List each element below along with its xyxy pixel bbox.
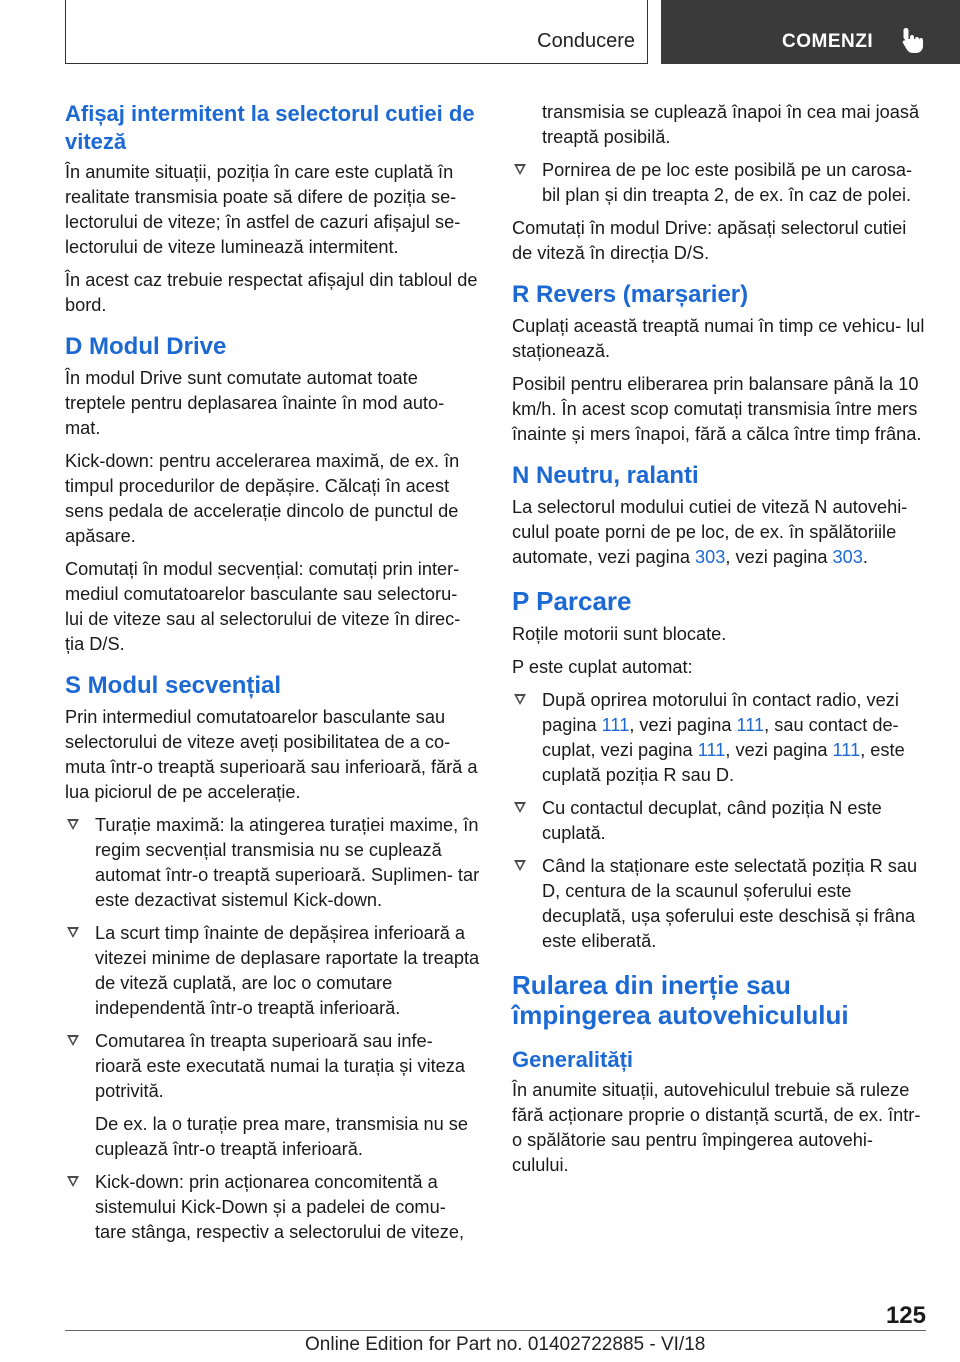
text: , este cuplată poziția R sau D. xyxy=(542,740,905,785)
heading-drive-mode: D Modul Drive xyxy=(65,333,227,360)
paragraph xyxy=(512,495,930,570)
list-item-text: Pornirea de pe loc este posibilă pe un carosa‐ bil plan și din treapta 2, de ex. în caz de polei. xyxy=(542,160,913,205)
paragraph: Kick-down: pentru accelerarea maximă, de ex. în timpul procedurilor de depășire. Călcați în acest sens pedala de accelerație dincolo de punctul de apăsare. xyxy=(65,451,460,546)
paragraph: Cuplați această treaptă numai în timp ce vehicu‐ lul staționează. xyxy=(512,316,925,361)
right-column xyxy=(512,100,930,1186)
header-section xyxy=(65,0,648,64)
list-item-note: De ex. la o turație prea mare, transmisia nu se cuplează într-o treaptă inferioară. xyxy=(95,1114,469,1159)
list-item xyxy=(65,1170,480,1245)
page-number: 125 xyxy=(885,1302,926,1329)
paragraph: P este cuplat automat: xyxy=(512,657,693,677)
heading-reverse: R Revers (marșarier) xyxy=(512,281,749,308)
heading-sequential-mode: S Modul secvențial xyxy=(65,672,282,699)
triangle-bullet-icon xyxy=(514,694,526,705)
page-link[interactable]: 111 xyxy=(736,715,765,735)
paragraph: În anumite situații, poziția în care este cuplată în realitate transmisia poate să difere de poziția se‐ lectorului de viteze; în astfel de cazuri afișajul se‐ lectorului de viteze luminează intermitent. xyxy=(65,162,461,257)
list-item-text: Comutarea în treapta superioară sau infe‐ rioară este executată numai la turația și viteza potrivită. xyxy=(95,1031,466,1101)
text: . xyxy=(862,547,868,567)
list-item-text: Când la staționare este selectată poziția R sau D, centura de la scaunul șoferului este decuplată, ușa șoferului este deschisă și frâna este eliberată. xyxy=(542,856,918,951)
list-item xyxy=(512,688,930,788)
footer-edition: Online Edition for Part no. 01402722885 - VI/18 xyxy=(305,1334,706,1355)
paragraph: În acest caz trebuie respectat afișajul din tabloul de bord. xyxy=(65,270,478,315)
paragraph: Posibil pentru eliberarea prin balansare până la 10 km/h. În acest scop comutați transmisia între mers înainte și mers înapoi, fără a călca între timp frâna. xyxy=(512,374,922,444)
list-item-text: Cu contactul decuplat, când poziția N este cuplată. xyxy=(542,798,882,843)
heading-display-blinking: Afișaj intermitent la selectorul cutiei de viteză xyxy=(65,101,475,154)
list-item-text: transmisia se cuplează înapoi în cea mai joasă treaptă posibilă. xyxy=(542,102,920,147)
triangle-bullet-icon xyxy=(67,819,79,830)
list-item xyxy=(65,813,480,913)
triangle-bullet-icon xyxy=(514,164,526,175)
text: , vezi pagina xyxy=(629,715,737,735)
footer-divider xyxy=(65,1330,926,1331)
paragraph: Prin intermediul comutatoarelor basculante sau selectorului de viteze aveți posibilitatea de a co‐ muta într-o treaptă superioară sau inferioară, fără a lua piciorul de pe accelerație. xyxy=(65,707,478,802)
heading-general: Generalități xyxy=(512,1047,634,1072)
left-column xyxy=(65,100,480,1253)
list-item-text: Kick-down: prin acționarea concomitentă a sistemului Kick-Down și a padelei de comu‐ tare stânga, respectiv a selectorului de viteze, xyxy=(95,1172,464,1242)
paragraph: Comutați în modul Drive: apăsați selectorul cutiei de viteză în direcția D/S. xyxy=(512,218,907,263)
heading-rolling-pushing: Rularea din inerție sau împingerea autovehiculului xyxy=(512,970,849,1030)
triangle-bullet-icon xyxy=(67,1176,79,1187)
heading-neutral: N Neutru, ralanti xyxy=(512,462,699,489)
list-item xyxy=(512,158,930,208)
section-label: Conducere xyxy=(537,30,635,52)
paragraph: Roțile motorii sunt blocate. xyxy=(512,624,727,644)
page-link[interactable]: 303 xyxy=(832,547,863,567)
text: , vezi pagina xyxy=(725,547,833,567)
list-item-text: Turație maximă: la atingerea turației maxime, în regim secvențial transmisia nu se cuplează automat într-o treaptă superioară. Suplimen‐ tar este dezactivat sistemul Kick-down. xyxy=(95,815,480,910)
list-item-continuation xyxy=(512,100,930,150)
list-item xyxy=(512,854,930,954)
text: , vezi pagina xyxy=(725,740,833,760)
paragraph: În modul Drive sunt comutate automat toate treptele pentru deplasarea înainte în mod auto‐ mat. xyxy=(65,368,445,438)
list-item xyxy=(65,921,480,1021)
list-item-text xyxy=(542,688,930,788)
text: La selectorul modului cutiei de viteză N autovehi‐ culul poate porni de pe loc, de ex. în spălătoriile automate, vezi pagina xyxy=(512,497,908,567)
list-item xyxy=(512,796,930,846)
hand-pointer-icon xyxy=(900,26,926,54)
paragraph: Comutați în modul secvențial: comutați prin inter‐ mediul comutatoarelor basculante sau selectoru‐ lui de viteze sau al selectorului de viteze în direc‐ ția D/S. xyxy=(65,559,461,654)
page-link[interactable]: 111 xyxy=(697,740,726,760)
list-item-text: La scurt timp înainte de depășirea inferioară a vitezei minime de deplasare raportate la treapta de viteză cuplată, are loc o comutare independentă într-o treaptă inferioară. xyxy=(95,923,480,1018)
page-link[interactable]: 303 xyxy=(695,547,726,567)
paragraph: În anumite situații, autovehiculul trebuie să ruleze fără acționare proprie o distanță scurtă, de ex. într-o spălătorie sau pentru împingerea autovehi‐ culului. xyxy=(512,1080,921,1175)
list-item xyxy=(65,1029,480,1162)
triangle-bullet-icon xyxy=(514,860,526,871)
text: , sau contact de‐ cuplat, vezi pagina xyxy=(542,715,899,760)
triangle-bullet-icon xyxy=(514,802,526,813)
tab-label: COMENZI xyxy=(782,31,874,52)
heading-park: P Parcare xyxy=(512,586,632,616)
page-link[interactable]: 111 xyxy=(832,740,861,760)
triangle-bullet-icon xyxy=(67,1035,79,1046)
header-tab[interactable] xyxy=(661,0,960,64)
text: După oprirea motorului în contact radio, vezi pagina xyxy=(542,690,899,735)
page-link[interactable]: 111 xyxy=(601,715,630,735)
triangle-bullet-icon xyxy=(67,927,79,938)
